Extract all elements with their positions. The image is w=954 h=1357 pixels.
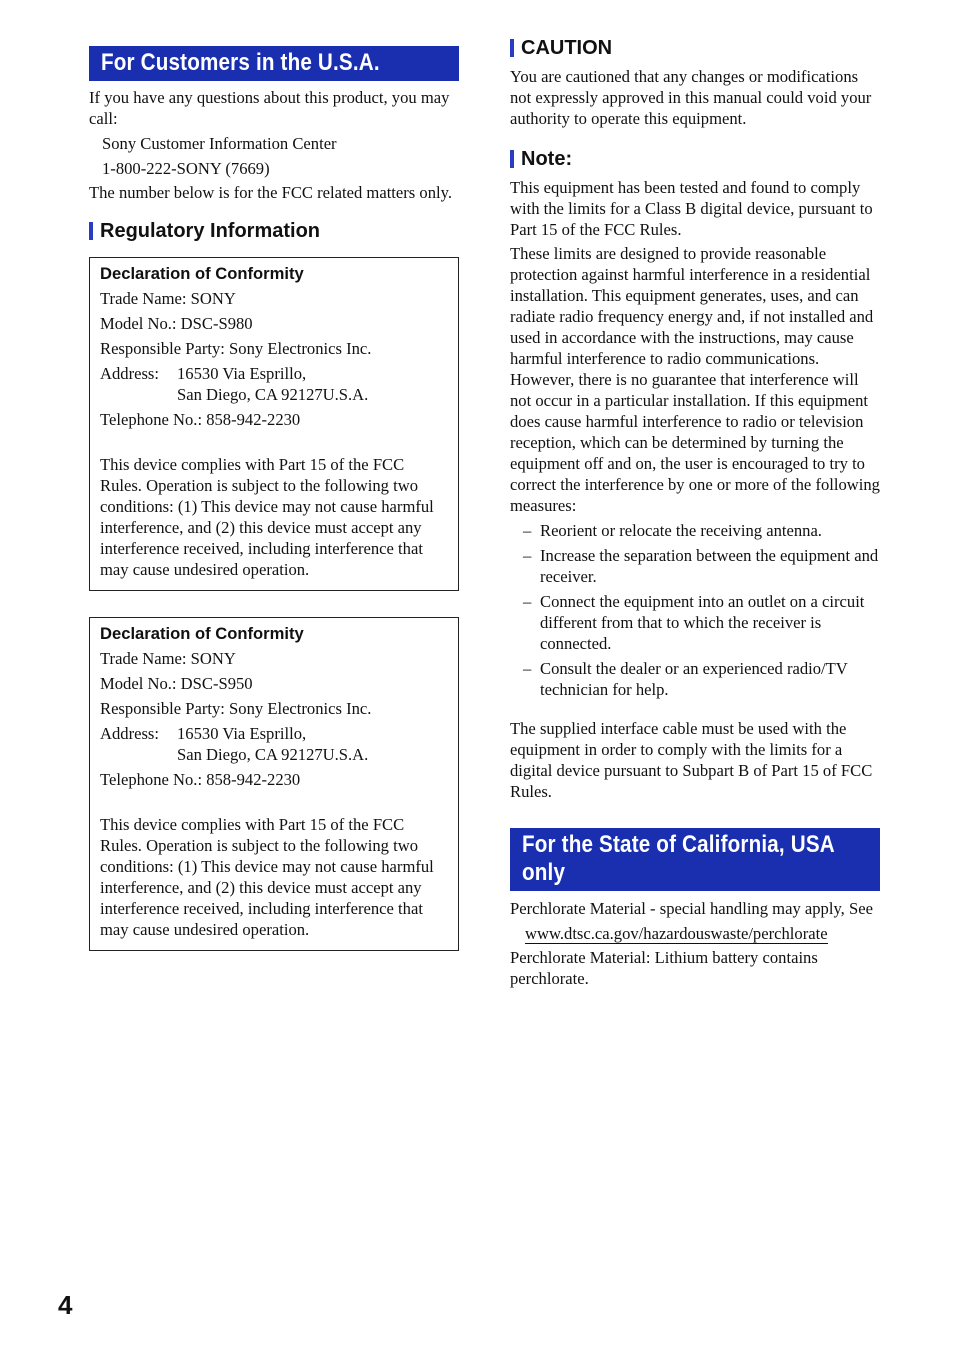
conformity-title: Declaration of Conformity	[100, 264, 304, 283]
address-block	[100, 363, 448, 405]
list-item: – Connect the equipment into an outlet on a circuit different from that to which the receiver is connected.	[510, 591, 880, 654]
intro-text: If you have any questions about this product, you may call:	[89, 88, 450, 128]
responsible-party: Responsible Party: Sony Electronics Inc.	[100, 339, 372, 358]
page-number: 4	[58, 1290, 73, 1320]
address-label: Address:	[100, 364, 159, 383]
model-number: Model No.: DSC-S980	[100, 314, 253, 333]
info-center-name: Sony Customer Information Center	[102, 134, 337, 153]
list-item: – Consult the dealer or an experienced radio/TV technician for help.	[510, 658, 880, 700]
responsible-party: Responsible Party: Sony Electronics Inc.	[100, 699, 372, 718]
address-line1: 16530 Via Esprillo,	[177, 364, 307, 383]
trade-name: Trade Name: SONY	[100, 289, 236, 308]
note-heading	[510, 147, 880, 171]
model-number: Model No.: DSC-S950	[100, 674, 253, 693]
california-banner-text: For the State of California, USA only	[522, 831, 835, 886]
caution-text: You are cautioned that any changes or modifications not expressly approved in this manual could void your authority to operate this equipment.	[510, 67, 872, 128]
usa-customers-banner-text: For Customers in the U.S.A.	[101, 49, 380, 76]
california-banner	[510, 828, 880, 891]
usa-customers-banner	[89, 46, 459, 81]
compliance-text: This device complies with Part 15 of the FCC Rules. Operation is subject to the following two conditions: (1) This device may not cause harmful interference, and (2) this device must accept any interference received, including interference that may cause undesired operation.	[100, 815, 434, 939]
note-paragraph-1: This equipment has been tested and found to comply with the limits for a Class B digital device, pursuant to Part 15 of the FCC Rules.	[510, 178, 873, 239]
perchlorate-url[interactable]	[510, 923, 880, 944]
fcc-note: The number below is for the FCC related matters only.	[89, 183, 452, 202]
right-column	[510, 36, 880, 989]
perchlorate-url-text[interactable]: www.dtsc.ca.gov/hazardouswaste/perchlorate	[525, 924, 828, 943]
address-line2: San Diego, CA 92127U.S.A.	[177, 385, 369, 404]
list-item: – Reorient or relocate the receiving antenna.	[510, 520, 880, 541]
caution-heading-text: CAUTION	[521, 37, 613, 59]
note-paragraph-2: These limits are designed to provide reasonable protection against harmful interference in a residential installation. This equipment generates, uses, and can radiate radio frequency energy and, if not installed and used in accordance with the instructions, may cause harmful interference to radio communications. However, there is no guarantee that interference will not occur in a particular installation. If this equipment does cause harmful interference to radio or television reception, which can be determined by turning the equipment off and on, the user is encouraged to try to correct the interference by one or more of the following measures:	[510, 244, 880, 515]
compliance-text: This device complies with Part 15 of the FCC Rules. Operation is subject to the following two conditions: (1) This device may not cause harmful interference, and (2) this device must accept any interference received, including interference that may cause undesired operation.	[100, 455, 434, 579]
heading-bar-icon	[510, 150, 514, 168]
caution-heading	[510, 36, 880, 60]
heading-bar-icon	[89, 222, 93, 240]
list-item: – Increase the separation between the equipment and receiver.	[510, 545, 880, 587]
perchlorate-text-1: Perchlorate Material - special handling may apply, See	[510, 899, 873, 918]
address-line1: 16530 Via Esprillo,	[177, 724, 307, 743]
regulatory-heading	[89, 219, 459, 243]
conformity-title: Declaration of Conformity	[100, 624, 304, 643]
telephone: Telephone No.: 858-942-2230	[100, 770, 301, 789]
trade-name: Trade Name: SONY	[100, 649, 236, 668]
conformity-box-2	[89, 617, 459, 951]
address-line2: San Diego, CA 92127U.S.A.	[177, 745, 369, 764]
measures-list	[510, 520, 880, 700]
regulatory-heading-text: Regulatory Information	[100, 220, 321, 242]
telephone: Telephone No.: 858-942-2230	[100, 410, 301, 429]
address-label: Address:	[100, 724, 159, 743]
left-column	[89, 46, 459, 951]
address-block	[100, 723, 448, 765]
conformity-box-1	[89, 257, 459, 591]
info-center-phone: 1-800-222-SONY (7669)	[102, 159, 270, 178]
perchlorate-text-2: Perchlorate Material: Lithium battery contains perchlorate.	[510, 948, 818, 988]
heading-bar-icon	[510, 39, 514, 57]
cable-text: The supplied interface cable must be used with the equipment in order to comply with the limits for a digital device pursuant to Subpart B of Part 15 of FCC Rules.	[510, 719, 873, 801]
note-heading-text: Note:	[521, 148, 573, 170]
